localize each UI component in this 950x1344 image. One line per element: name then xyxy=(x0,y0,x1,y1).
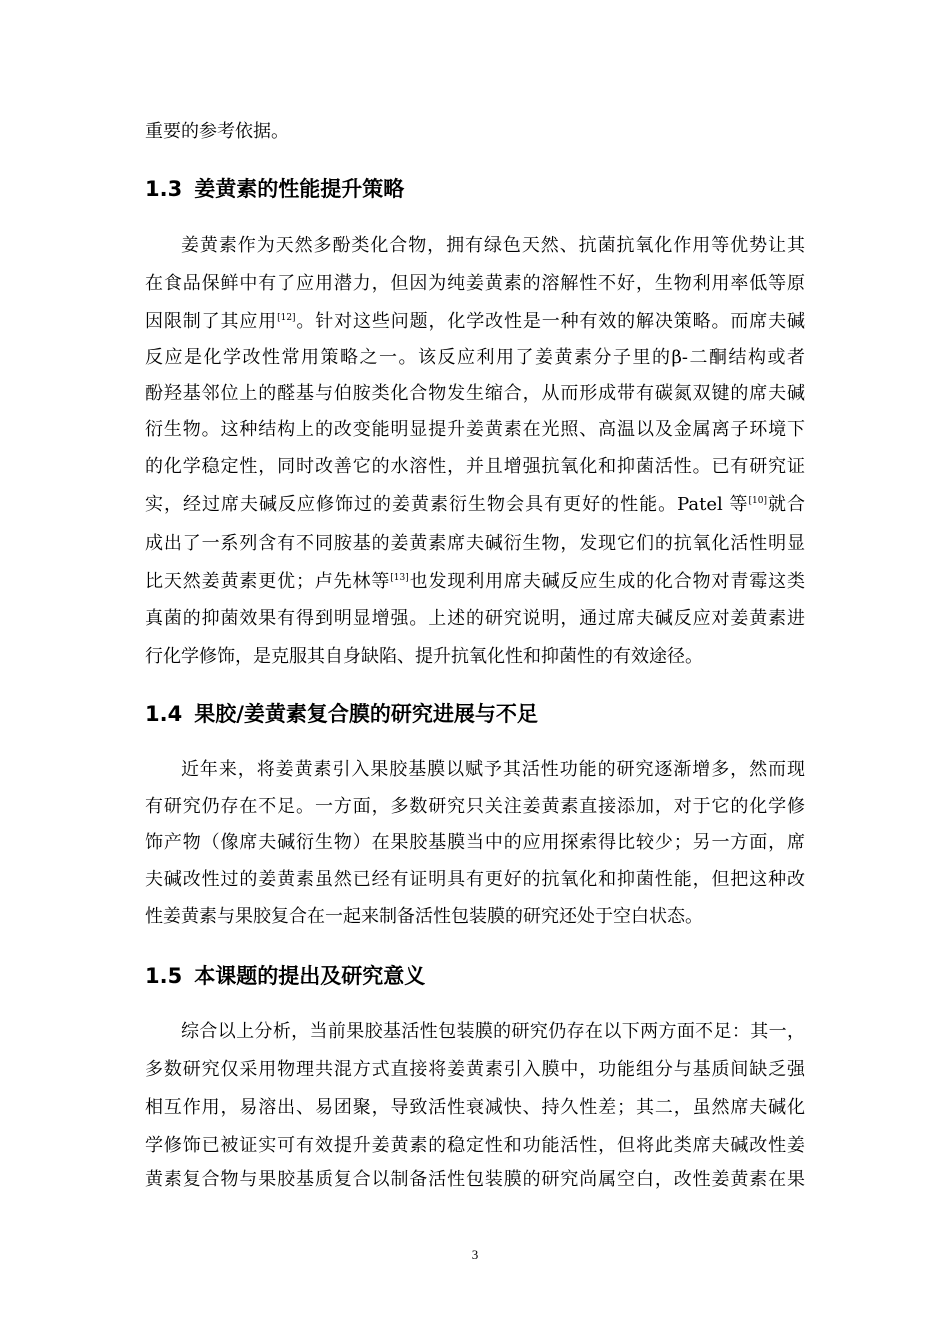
text-run: 因限制了其应用 xyxy=(145,311,278,332)
text-run: 就合 xyxy=(766,494,805,515)
paragraph-line: 在食品保鲜中有了应用潜力，但因为纯姜黄素的溶解性不好，生物利用率低等原 xyxy=(145,273,805,294)
paragraph-line: 重要的参考依据。 xyxy=(145,121,289,142)
section-title: 本课题的提出及研究意义 xyxy=(194,964,426,988)
section-heading-1-3 xyxy=(145,175,404,203)
paragraph-line: 多数研究仅采用物理共混方式直接将姜黄素引入膜中，功能组分与基质间缺乏强 xyxy=(145,1059,805,1080)
paragraph-line: 衍生物。这种结构上的改变能明显提升姜黄素在光照、高温以及金属离子环境下 xyxy=(145,419,805,440)
text-run: 实，经过席夫碱反应修饰过的姜黄素衍生物会具有更好的性能。Patel 等 xyxy=(145,494,749,515)
text-run: 比天然姜黄素更优；卢先林等 xyxy=(145,571,391,592)
paragraph-line xyxy=(145,310,805,334)
paragraph-line: 饰产物（像席夫碱衍生物）在果胶基膜当中的应用探索得比较少；另一方面，席 xyxy=(145,832,805,853)
citation-10: [10] xyxy=(748,496,767,506)
section-number: 1.5 xyxy=(145,964,183,988)
paragraph-line: 成出了一系列含有不同胺基的姜黄素席夫碱衍生物，发现它们的抗氧化活性明显 xyxy=(145,533,805,554)
page-number: 3 xyxy=(471,1247,479,1262)
paragraph-line: 真菌的抑菌效果有得到明显增强。上述的研究说明，通过席夫碱反应对姜黄素进 xyxy=(145,608,805,629)
section-title: 果胶/姜黄素复合膜的研究进展与不足 xyxy=(194,702,538,726)
section-number: 1.4 xyxy=(145,702,183,726)
paragraph-line: 酚羟基邻位上的醛基与伯胺类化合物发生缩合，从而形成带有碳氮双键的席夫碱 xyxy=(145,383,805,404)
paragraph-line: 有研究仍存在不足。一方面，多数研究只关注姜黄素直接添加，对于它的化学修 xyxy=(145,796,805,817)
citation-12: [12] xyxy=(277,313,296,323)
section-number: 1.3 xyxy=(145,177,183,201)
text-run: 也发现利用席夫碱反应生成的化合物对青霉这类 xyxy=(408,571,806,592)
citation-13: [13] xyxy=(390,573,409,583)
paragraph-line: 黄素复合物与果胶基质复合以制备活性包装膜的研究尚属空白，改性姜黄素在果 xyxy=(145,1169,805,1190)
text-run: 。针对这些问题，化学改性是一种有效的解决策略。而席夫碱 xyxy=(295,311,805,332)
paragraph-line: 夫碱改性过的姜黄素虽然已经有证明具有更好的抗氧化和抑菌性能，但把这种改 xyxy=(145,869,805,890)
paragraph-line: 相互作用，易溶出、易团聚，导致活性衰减快、持久性差；其二，虽然席夫碱化 xyxy=(145,1097,805,1118)
paragraph-line: 的化学稳定性，同时改善它的水溶性，并且增强抗氧化和抑菌活性。已有研究证 xyxy=(145,456,805,477)
section-heading-1-4 xyxy=(145,700,538,728)
section-heading-1-5 xyxy=(145,962,425,990)
paragraph-line: 行化学修饰，是克服其自身缺陷、提升抗氧化性和抑菌性的有效途径。 xyxy=(145,646,703,667)
paragraph-line xyxy=(145,493,805,517)
paragraph-line: 近年来，将姜黄素引入果胶基膜以赋予其活性功能的研究逐渐增多，然而现 xyxy=(181,759,805,780)
paragraph-line: 学修饰已被证实可有效提升姜黄素的稳定性和功能活性，但将此类席夫碱改性姜 xyxy=(145,1135,805,1156)
paragraph-line: 性姜黄素与果胶复合在一起来制备活性包装膜的研究还处于空白状态。 xyxy=(145,906,703,927)
section-title: 姜黄素的性能提升策略 xyxy=(194,177,405,201)
paragraph-line: 反应是化学改性常用策略之一。该反应利用了姜黄素分子里的β-二酮结构或者 xyxy=(145,347,805,368)
paragraph-line: 综合以上分析，当前果胶基活性包装膜的研究仍存在以下两方面不足：其一， xyxy=(181,1021,805,1042)
paragraph-line xyxy=(145,570,805,594)
paragraph-line: 姜黄素作为天然多酚类化合物，拥有绿色天然、抗菌抗氧化作用等优势让其 xyxy=(181,235,805,256)
